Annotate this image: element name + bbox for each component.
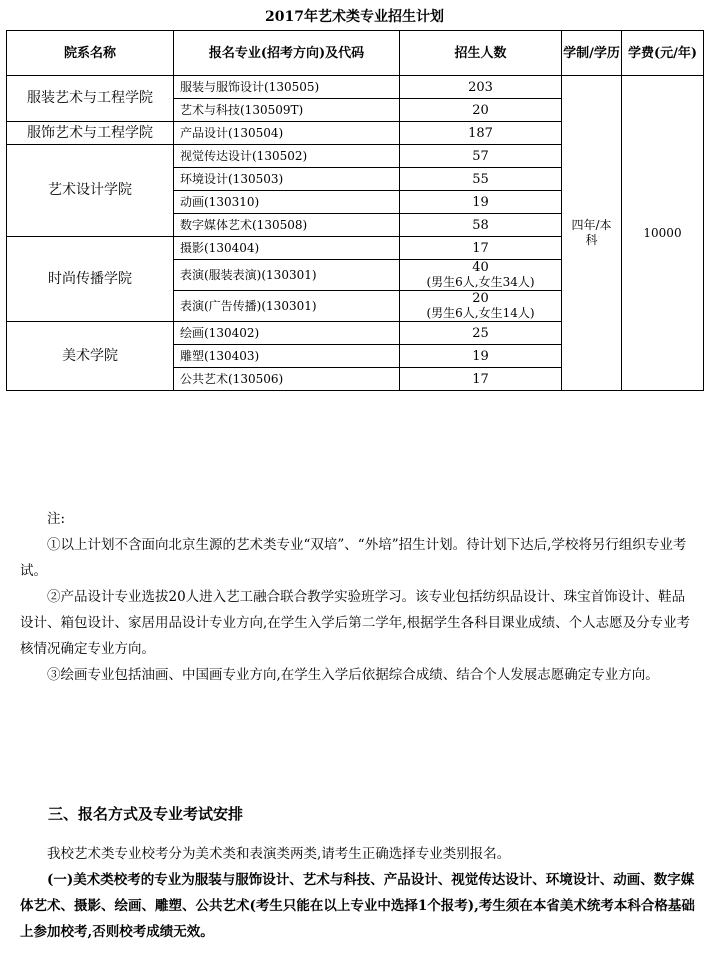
notes-block (20, 506, 696, 688)
quota-value: 20 (472, 291, 489, 306)
header-college: 院系名称 (7, 31, 174, 76)
header-major: 报名专业(招考方向)及代码 (174, 31, 400, 76)
major-cell: 动画(130310) (174, 191, 400, 214)
section-bold-paragraph: (一)美术类校考的专业为服装与服饰设计、艺术与科技、产品设计、视觉传达设计、环境设计、动画、数字媒体艺术、摄影、绘画、雕塑、公共艺术(考生只能在以上专业中选择1个报考),考生须在本省美术统考本科合格基础上参加校考,否则校考成绩无效。 (20, 872, 695, 940)
header-fee: 学费(元/年) (622, 31, 704, 76)
quota-cell (400, 368, 562, 391)
major-cell: 摄影(130404) (174, 237, 400, 260)
quota-value: 20 (472, 102, 489, 118)
college-name-cell: 时尚传播学院 (7, 237, 174, 322)
quota-cell (400, 214, 562, 237)
section-title: 三、报名方式及专业考试安排 (48, 805, 244, 823)
major-cell: 表演(服装表演)(130301) (174, 260, 400, 291)
table-header-row (7, 31, 704, 76)
college-name-cell: 服饰艺术与工程学院 (7, 122, 174, 145)
quota-value: 187 (468, 125, 493, 141)
table-body (7, 76, 704, 391)
quota-cell (400, 291, 562, 322)
notes-label: 注: (47, 511, 66, 527)
quota-value: 25 (472, 325, 489, 341)
major-cell: 表演(广告传播)(130301) (174, 291, 400, 322)
major-cell: 环境设计(130503) (174, 168, 400, 191)
college-name-cell: 艺术设计学院 (7, 145, 174, 237)
quota-value: 19 (472, 194, 489, 210)
quota-cell (400, 168, 562, 191)
quota-cell (400, 322, 562, 345)
major-cell: 公共艺术(130506) (174, 368, 400, 391)
table-row (7, 76, 704, 99)
header-system: 学制/学历 (562, 31, 622, 76)
quota-cell (400, 345, 562, 368)
college-name-cell: 服装艺术与工程学院 (7, 76, 174, 122)
quota-value: 57 (472, 148, 489, 164)
major-cell: 服装与服饰设计(130505) (174, 76, 400, 99)
section-intro: 我校艺术类专业校考分为美术类和表演类两类,请考生正确选择专业类别报名。 (47, 846, 511, 862)
quota-value: 55 (472, 171, 489, 187)
quota-detail: (男生6人,女生34人) (426, 275, 535, 289)
quota-cell (400, 260, 562, 291)
quota-cell (400, 191, 562, 214)
table-title: 2017年艺术类专业招生计划 (265, 9, 444, 25)
note-item-1: ①以上计划不含面向北京生源的艺术类专业“双培”、“外培”招生计划。待计划下达后,学校将另行组织专业考试。 (20, 537, 687, 579)
major-cell: 艺术与科技(130509T) (174, 99, 400, 122)
major-cell: 雕塑(130403) (174, 345, 400, 368)
quota-detail: (男生6人,女生14人) (426, 306, 535, 320)
quota-value: 40 (472, 260, 489, 275)
major-cell: 视觉传达设计(130502) (174, 145, 400, 168)
quota-cell (400, 76, 562, 99)
enrollment-plan-table (6, 30, 704, 391)
system-cell: 四年/本科 (562, 76, 622, 391)
note-item-3: ③绘画专业包括油画、中国画专业方向,在学生入学后依据综合成绩、结合个人发展志愿确定专业方向。 (47, 667, 659, 683)
fee-cell: 10000 (622, 76, 704, 391)
quota-value: 58 (472, 217, 489, 233)
quota-value: 17 (472, 240, 489, 256)
header-quota: 招生人数 (400, 31, 562, 76)
quota-cell (400, 122, 562, 145)
note-item-2: ②产品设计专业选拔20人进入艺工融合联合教学实验班学习。该专业包括纺织品设计、珠宝首饰设计、鞋品设计、箱包设计、家居用品设计专业方向,在学生入学后第二学年,根据学生各科目课业成绩、个人志愿及分专业考核情况确定专业方向。 (20, 589, 691, 657)
quota-value: 17 (472, 371, 489, 387)
quota-value: 19 (472, 348, 489, 364)
quota-cell (400, 99, 562, 122)
quota-cell (400, 237, 562, 260)
quota-value: 203 (468, 79, 493, 95)
college-name-cell: 美术学院 (7, 322, 174, 391)
section-body (20, 841, 696, 945)
major-cell: 产品设计(130504) (174, 122, 400, 145)
quota-cell (400, 145, 562, 168)
major-cell: 数字媒体艺术(130508) (174, 214, 400, 237)
major-cell: 绘画(130402) (174, 322, 400, 345)
